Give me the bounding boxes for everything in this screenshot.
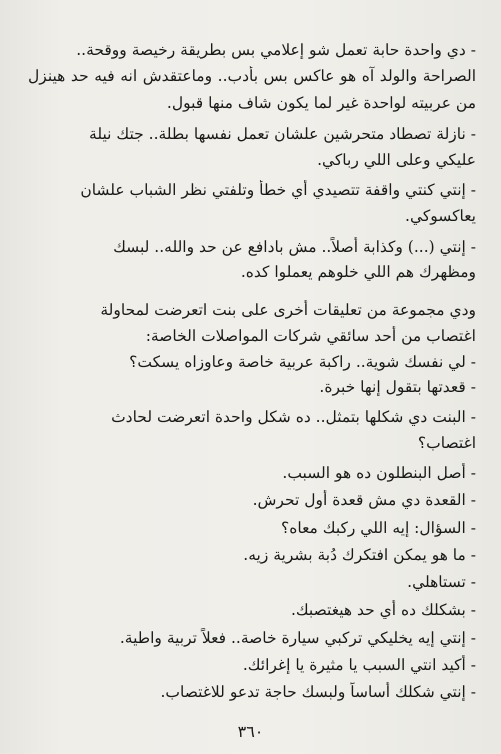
text-line: ومظهرك هم اللي خلوهم يعملوا كده.	[240, 263, 476, 281]
text-line: - إنتي شكلك أساساً ولبسك حاجة تدعو للاغتصاب.	[160, 683, 476, 701]
text-line: - البنت دي شكلها بتمثل.. ده شكل واحدة اتعرضت لحادث	[111, 408, 476, 426]
text-line: - إنتي إيه يخليكي تركبي سيارة خاصة.. فعلاً تربية واطية.	[119, 629, 476, 647]
text-line: - قعدتها بتقول إنها خبرة.	[319, 378, 476, 396]
text-line: اغتصاب؟	[417, 434, 476, 452]
text-line: - السؤال: إيه اللي ركبك معاه؟	[281, 519, 476, 537]
text-line: اغتصاب من أحد سائقي شركات المواصلات الخاصة:	[145, 327, 476, 345]
text-line: - دي واحدة حابة تعمل شو إعلامي بس بطريقة رخيصة ووقحة..	[76, 41, 476, 59]
text-line: - ما هو يمكن افتكرك دُبة بشرية زيه.	[243, 546, 476, 564]
text-line: - أصل البنطلون ده هو السبب.	[282, 464, 476, 482]
page-number: ٣٦٠	[237, 722, 264, 741]
text-line: يعاكسوكي.	[405, 207, 476, 225]
text-line: - لي نفسك شوية.. راكبة عربية خاصة وعاوزاه يسكت؟	[129, 353, 476, 371]
text-line: الصراحة والولد آه هو عاكس بس بأدب.. وماعتقدش انه فيه حد هينزل	[28, 67, 476, 85]
text-line: من عربيته لواحدة غير لما يكون شاف منها قبول.	[166, 94, 476, 112]
text-line: - إنتي (...) وكذابة أصلاً.. مش بادافع عن حد والله.. لبسك	[113, 238, 476, 256]
text-line: - نازلة تصطاد متحرشين علشان تعمل نفسها بطلة.. جتك نيلة	[89, 125, 476, 143]
text-line: - بشكلك ده أي حد هيغتصبك.	[290, 601, 476, 619]
text-line: عليكي وعلى اللي رباكي.	[317, 151, 476, 169]
text-line: - إنتي كنتي واقفة تتصيدي أي خطأ وتلفتي نظر الشباب علشان	[80, 181, 476, 199]
text-line: - تستاهلي.	[407, 573, 476, 591]
text-line: - أكيد انتي السبب يا مثيرة يا إغرائك.	[242, 656, 476, 674]
text-line: - القعدة دي مش قعدة أول تحرش.	[252, 491, 476, 509]
text-line: ودي مجموعة من تعليقات أخرى على بنت اتعرضت لمحاولة	[100, 301, 476, 319]
